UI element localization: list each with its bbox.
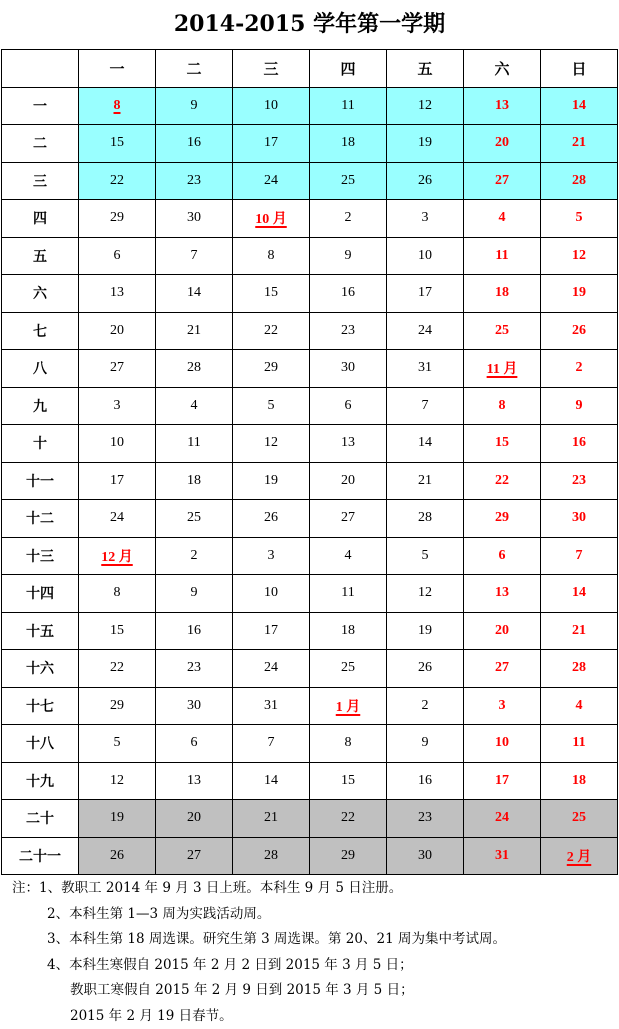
date-cell: 22 bbox=[233, 312, 310, 350]
week-row bbox=[2, 387, 618, 425]
weekend-date-cell: 31 bbox=[464, 837, 541, 875]
date-cell: 31 bbox=[387, 350, 464, 388]
date-cell: 29 bbox=[79, 200, 156, 238]
date-cell: 26 bbox=[387, 162, 464, 200]
date-cell: 10 bbox=[387, 237, 464, 275]
date-cell: 14 bbox=[233, 762, 310, 800]
date-cell: 24 bbox=[387, 312, 464, 350]
week-label: 四 bbox=[2, 200, 79, 238]
weekend-date-cell: 18 bbox=[464, 275, 541, 313]
note-line: 2、本科生第 1—3 周为实践活动周。 bbox=[12, 902, 612, 928]
date-cell: 12 bbox=[387, 87, 464, 125]
weekend-date-cell: 25 bbox=[464, 312, 541, 350]
week-row bbox=[2, 575, 618, 613]
date-cell: 20 bbox=[310, 462, 387, 500]
date-cell: 3 bbox=[387, 200, 464, 238]
date-cell: 11 bbox=[156, 425, 233, 463]
date-cell: 18 bbox=[310, 612, 387, 650]
date-cell: 17 bbox=[387, 275, 464, 313]
date-cell: 17 bbox=[79, 462, 156, 500]
date-cell: 23 bbox=[156, 650, 233, 688]
date-cell: 7 bbox=[387, 387, 464, 425]
date-cell: 28 bbox=[387, 500, 464, 538]
date-cell: 6 bbox=[310, 387, 387, 425]
weekend-date-cell: 21 bbox=[541, 125, 618, 163]
date-cell: 3 bbox=[233, 537, 310, 575]
date-cell: 26 bbox=[387, 650, 464, 688]
weekend-date-cell: 12 bbox=[541, 237, 618, 275]
weekend-date-cell: 19 bbox=[541, 275, 618, 313]
date-cell: 27 bbox=[156, 837, 233, 875]
date-cell: 13 bbox=[79, 275, 156, 313]
date-cell: 27 bbox=[310, 500, 387, 538]
date-cell: 29 bbox=[233, 350, 310, 388]
week-row bbox=[2, 537, 618, 575]
weekend-date-cell bbox=[541, 837, 618, 875]
week-label: 十三 bbox=[2, 537, 79, 575]
weekend-date-cell: 28 bbox=[541, 162, 618, 200]
weekend-date-cell bbox=[464, 350, 541, 388]
date-cell: 5 bbox=[233, 387, 310, 425]
date-cell: 9 bbox=[156, 575, 233, 613]
week-label: 一 bbox=[2, 87, 79, 125]
date-cell: 23 bbox=[387, 800, 464, 838]
date-cell: 22 bbox=[79, 650, 156, 688]
note-line: 2015 年 2 月 19 日春节。 bbox=[12, 1004, 612, 1029]
date-cell: 9 bbox=[156, 87, 233, 125]
date-cell: 5 bbox=[387, 537, 464, 575]
page-title: 2014-2015 学年第一学期 bbox=[0, 0, 619, 48]
date-cell: 12 bbox=[79, 762, 156, 800]
date-cell: 5 bbox=[79, 725, 156, 763]
weekend-date-cell: 14 bbox=[541, 87, 618, 125]
date-cell: 21 bbox=[156, 312, 233, 350]
date-cell: 25 bbox=[310, 650, 387, 688]
date-cell: 19 bbox=[233, 462, 310, 500]
note-line: 4、本科生寒假自 2015 年 2 月 2 日到 2015 年 3 月 5 日； bbox=[12, 953, 612, 979]
date-cell: 14 bbox=[387, 425, 464, 463]
date-cell: 27 bbox=[79, 350, 156, 388]
calendar-table bbox=[1, 49, 618, 875]
date-cell: 15 bbox=[310, 762, 387, 800]
weekend-date-cell: 10 bbox=[464, 725, 541, 763]
weekend-date-cell: 30 bbox=[541, 500, 618, 538]
date-cell: 13 bbox=[310, 425, 387, 463]
date-cell: 6 bbox=[156, 725, 233, 763]
date-cell: 17 bbox=[233, 612, 310, 650]
weekend-date-cell: 11 bbox=[464, 237, 541, 275]
week-row bbox=[2, 650, 618, 688]
weekend-date-cell: 18 bbox=[541, 762, 618, 800]
notes bbox=[12, 876, 612, 1029]
day-header-fri: 五 bbox=[387, 50, 464, 88]
corner-cell bbox=[2, 50, 79, 88]
date-cell: 22 bbox=[79, 162, 156, 200]
day-header-mon: 一 bbox=[79, 50, 156, 88]
date-cell: 17 bbox=[233, 125, 310, 163]
date-cell: 13 bbox=[156, 762, 233, 800]
weekend-date-cell: 20 bbox=[464, 612, 541, 650]
weekend-date-cell: 23 bbox=[541, 462, 618, 500]
date-cell: 30 bbox=[387, 837, 464, 875]
day-header-wed: 三 bbox=[233, 50, 310, 88]
weekend-date-cell: 27 bbox=[464, 650, 541, 688]
week-row bbox=[2, 725, 618, 763]
weekend-date-cell: 2 bbox=[541, 350, 618, 388]
week-label: 十 bbox=[2, 425, 79, 463]
date-cell: 24 bbox=[233, 650, 310, 688]
weekend-date-cell: 7 bbox=[541, 537, 618, 575]
date-cell: 10 bbox=[79, 425, 156, 463]
week-row bbox=[2, 200, 618, 238]
date-cell: 12 bbox=[233, 425, 310, 463]
week-row bbox=[2, 762, 618, 800]
date-cell bbox=[79, 537, 156, 575]
week-row bbox=[2, 237, 618, 275]
week-row bbox=[2, 462, 618, 500]
weekend-date-cell: 17 bbox=[464, 762, 541, 800]
date-cell: 30 bbox=[310, 350, 387, 388]
weekend-date-cell: 15 bbox=[464, 425, 541, 463]
date-cell: 11 bbox=[310, 575, 387, 613]
note-line: 教职工寒假自 2015 年 2 月 9 日到 2015 年 3 月 5 日； bbox=[12, 978, 612, 1004]
date-cell: 4 bbox=[156, 387, 233, 425]
date-cell: 20 bbox=[156, 800, 233, 838]
note-line: 3、本科生第 18 周选课。研究生第 3 周选课。第 20、21 周为集中考试周。 bbox=[12, 927, 612, 953]
note-line: 注：1、教职工 2014 年 9 月 3 日上班。本科生 9 月 5 日注册。 bbox=[12, 876, 612, 902]
date-cell: 20 bbox=[79, 312, 156, 350]
date-cell: 18 bbox=[156, 462, 233, 500]
weekend-date-cell: 20 bbox=[464, 125, 541, 163]
weekend-date-cell: 9 bbox=[541, 387, 618, 425]
date-cell: 8 bbox=[79, 575, 156, 613]
day-header-tue: 二 bbox=[156, 50, 233, 88]
date-cell: 19 bbox=[387, 612, 464, 650]
date-cell: 25 bbox=[310, 162, 387, 200]
weekend-date-cell: 25 bbox=[541, 800, 618, 838]
date-cell: 19 bbox=[79, 800, 156, 838]
weekend-date-cell: 28 bbox=[541, 650, 618, 688]
date-cell: 19 bbox=[387, 125, 464, 163]
date-cell: 2 bbox=[387, 687, 464, 725]
day-header-sat: 六 bbox=[464, 50, 541, 88]
week-label: 六 bbox=[2, 275, 79, 313]
date-cell: 21 bbox=[233, 800, 310, 838]
week-row bbox=[2, 837, 618, 875]
week-label: 七 bbox=[2, 312, 79, 350]
date-cell: 28 bbox=[156, 350, 233, 388]
weekend-date-cell: 4 bbox=[541, 687, 618, 725]
date-cell: 23 bbox=[156, 162, 233, 200]
week-label: 五 bbox=[2, 237, 79, 275]
week-label: 十四 bbox=[2, 575, 79, 613]
date-cell: 9 bbox=[387, 725, 464, 763]
date-cell: 11 bbox=[310, 87, 387, 125]
weekend-date-cell: 14 bbox=[541, 575, 618, 613]
date-cell: 24 bbox=[79, 500, 156, 538]
weekend-date-cell: 5 bbox=[541, 200, 618, 238]
week-label: 十二 bbox=[2, 500, 79, 538]
week-label: 十九 bbox=[2, 762, 79, 800]
date-cell: 15 bbox=[233, 275, 310, 313]
date-cell bbox=[310, 687, 387, 725]
week-label: 二十一 bbox=[2, 837, 79, 875]
date-cell: 24 bbox=[233, 162, 310, 200]
date-cell: 22 bbox=[310, 800, 387, 838]
date-cell: 10 bbox=[233, 87, 310, 125]
date-cell: 18 bbox=[310, 125, 387, 163]
week-label: 九 bbox=[2, 387, 79, 425]
week-label: 二 bbox=[2, 125, 79, 163]
date-cell bbox=[79, 87, 156, 125]
month-marker: 2 月 bbox=[567, 850, 592, 865]
date-cell: 2 bbox=[310, 200, 387, 238]
date-cell: 30 bbox=[156, 200, 233, 238]
weekend-date-cell: 13 bbox=[464, 575, 541, 613]
date-cell: 23 bbox=[310, 312, 387, 350]
term-start-date: 8 bbox=[114, 98, 121, 113]
day-header-sun: 日 bbox=[541, 50, 618, 88]
day-header-thu: 四 bbox=[310, 50, 387, 88]
weekend-date-cell: 29 bbox=[464, 500, 541, 538]
week-row bbox=[2, 612, 618, 650]
week-label: 八 bbox=[2, 350, 79, 388]
weekend-date-cell: 24 bbox=[464, 800, 541, 838]
date-cell: 29 bbox=[310, 837, 387, 875]
date-cell: 16 bbox=[387, 762, 464, 800]
weekend-date-cell: 22 bbox=[464, 462, 541, 500]
date-cell: 30 bbox=[156, 687, 233, 725]
week-row bbox=[2, 350, 618, 388]
weekend-date-cell: 27 bbox=[464, 162, 541, 200]
date-cell: 21 bbox=[387, 462, 464, 500]
week-row bbox=[2, 800, 618, 838]
weekend-date-cell: 3 bbox=[464, 687, 541, 725]
date-cell: 16 bbox=[310, 275, 387, 313]
week-row bbox=[2, 312, 618, 350]
week-row bbox=[2, 125, 618, 163]
month-marker: 12 月 bbox=[101, 550, 133, 565]
date-cell bbox=[233, 200, 310, 238]
weekend-date-cell: 4 bbox=[464, 200, 541, 238]
week-row bbox=[2, 687, 618, 725]
weekend-date-cell: 13 bbox=[464, 87, 541, 125]
date-cell: 15 bbox=[79, 612, 156, 650]
date-cell: 15 bbox=[79, 125, 156, 163]
date-cell: 26 bbox=[79, 837, 156, 875]
date-cell: 31 bbox=[233, 687, 310, 725]
date-cell: 8 bbox=[233, 237, 310, 275]
date-cell: 7 bbox=[156, 237, 233, 275]
week-row bbox=[2, 425, 618, 463]
date-cell: 3 bbox=[79, 387, 156, 425]
weekend-date-cell: 6 bbox=[464, 537, 541, 575]
date-cell: 7 bbox=[233, 725, 310, 763]
date-cell: 4 bbox=[310, 537, 387, 575]
date-cell: 10 bbox=[233, 575, 310, 613]
date-cell: 6 bbox=[79, 237, 156, 275]
week-label: 三 bbox=[2, 162, 79, 200]
date-cell: 2 bbox=[156, 537, 233, 575]
date-cell: 25 bbox=[156, 500, 233, 538]
weekend-date-cell: 16 bbox=[541, 425, 618, 463]
month-marker: 10 月 bbox=[255, 212, 287, 227]
week-label: 十八 bbox=[2, 725, 79, 763]
date-cell: 26 bbox=[233, 500, 310, 538]
date-cell: 8 bbox=[310, 725, 387, 763]
date-cell: 29 bbox=[79, 687, 156, 725]
weekend-date-cell: 11 bbox=[541, 725, 618, 763]
month-marker: 11 月 bbox=[487, 362, 518, 377]
week-row bbox=[2, 87, 618, 125]
weekend-date-cell: 26 bbox=[541, 312, 618, 350]
week-row bbox=[2, 275, 618, 313]
date-cell: 28 bbox=[233, 837, 310, 875]
week-label: 十七 bbox=[2, 687, 79, 725]
month-marker: 1 月 bbox=[336, 700, 361, 715]
week-label: 十五 bbox=[2, 612, 79, 650]
date-cell: 12 bbox=[387, 575, 464, 613]
date-cell: 14 bbox=[156, 275, 233, 313]
calendar-body bbox=[2, 87, 618, 875]
week-label: 十六 bbox=[2, 650, 79, 688]
date-cell: 16 bbox=[156, 125, 233, 163]
date-cell: 16 bbox=[156, 612, 233, 650]
week-label: 二十 bbox=[2, 800, 79, 838]
weekend-date-cell: 21 bbox=[541, 612, 618, 650]
week-label: 十一 bbox=[2, 462, 79, 500]
week-row bbox=[2, 162, 618, 200]
date-cell: 9 bbox=[310, 237, 387, 275]
weekend-date-cell: 8 bbox=[464, 387, 541, 425]
week-row bbox=[2, 500, 618, 538]
header-row bbox=[2, 50, 618, 88]
